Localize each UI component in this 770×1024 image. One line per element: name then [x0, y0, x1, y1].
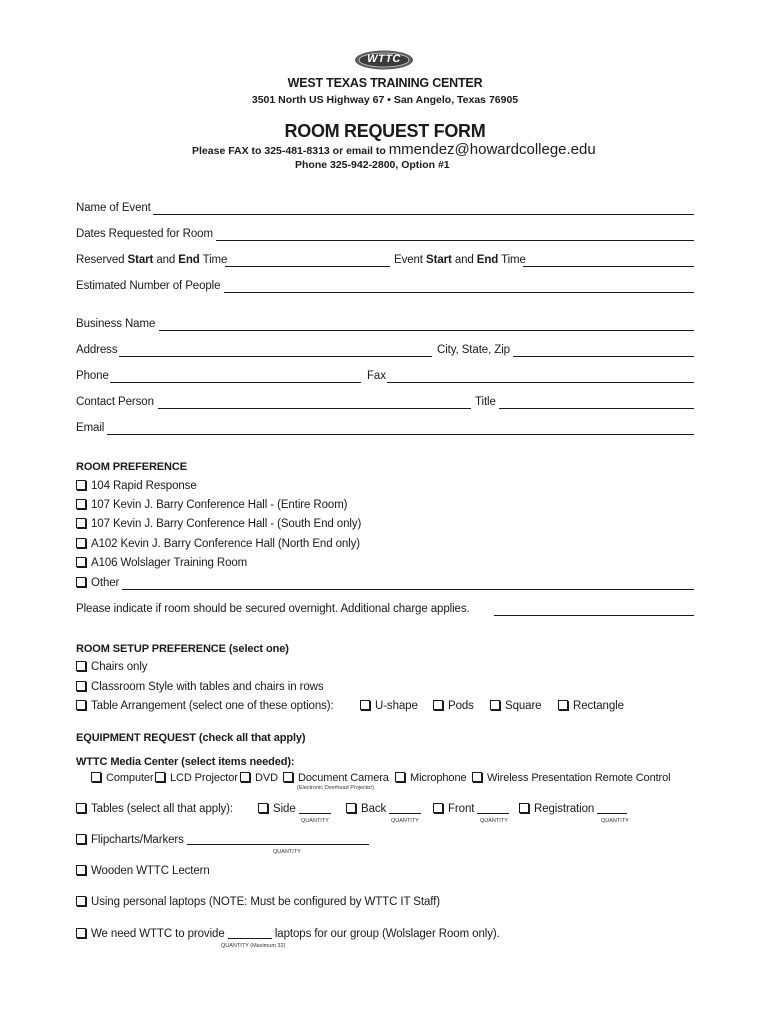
doc-camera-note: (Electronic Overhead Projector) [297, 785, 375, 791]
event-and-word: and [451, 254, 477, 266]
lectern-row[interactable] [76, 865, 210, 877]
checkbox-icon[interactable] [76, 681, 86, 691]
checkbox-icon[interactable] [76, 499, 86, 509]
event-time-word: Time [498, 254, 526, 266]
arrangement-label: Square [505, 700, 542, 712]
flipcharts-label: Flipcharts/Markers [91, 834, 184, 846]
table-position-label: Side [273, 803, 296, 815]
end-word: End [178, 254, 200, 266]
field-city-state-zip[interactable] [513, 356, 694, 357]
field-dates-requested[interactable] [216, 240, 694, 241]
setup-label: Classroom Style with tables and chairs in rows [91, 681, 324, 693]
flipcharts-quantity-label: QUANTITY [273, 849, 301, 855]
label-city-state-zip: City, State, Zip [437, 344, 510, 356]
front-quantity-label: QUANTITY [480, 818, 508, 824]
table-position-label: Registration [534, 803, 595, 815]
checkbox-icon[interactable] [76, 577, 86, 587]
table-position-label: Front [448, 803, 475, 815]
label-business-name: Business Name [76, 318, 156, 330]
checkbox-icon[interactable] [76, 518, 86, 528]
event-end-word: End [476, 254, 499, 266]
flipcharts-quantity-field[interactable] [187, 844, 369, 845]
checkbox-icon[interactable] [76, 480, 86, 490]
label-address: Address [76, 344, 118, 356]
room-option-a102[interactable] [76, 538, 360, 550]
arrangement-pods[interactable] [433, 700, 474, 712]
field-contact-person[interactable] [158, 408, 471, 409]
laptops-label: Using personal laptops (NOTE: Must be configured by WTTC IT Staff) [91, 896, 440, 908]
media-computer[interactable] [91, 772, 154, 784]
arrangement-rectangle[interactable] [558, 700, 624, 712]
setup-chairs-only[interactable] [76, 661, 147, 673]
checkbox-icon[interactable] [346, 803, 356, 813]
label-name-of-event: Name of Event [76, 202, 151, 214]
front-quantity-field[interactable] [477, 813, 509, 814]
checkbox-icon[interactable] [91, 772, 101, 782]
side-quantity-label: QUANTITY [301, 818, 329, 824]
media-label: Document Camera [298, 772, 389, 784]
checkbox-icon[interactable] [395, 772, 405, 782]
room-option-label: 104 Rapid Response [91, 480, 197, 492]
media-wireless-remote[interactable] [472, 772, 670, 784]
org-address: 3501 North US Highway 67 • San Angelo, Texas 76905 [251, 94, 519, 106]
provide-laptops-row[interactable] [76, 928, 500, 940]
and-word: and [153, 254, 179, 266]
wttc-logo [354, 50, 414, 70]
setup-label: Chairs only [91, 661, 148, 673]
checkbox-icon[interactable] [258, 803, 268, 813]
back-quantity-field[interactable] [389, 813, 421, 814]
checkbox-icon[interactable] [76, 865, 86, 875]
room-option-label: A106 Wolslager Training Room [91, 557, 248, 569]
label-estimated-number: Estimated Number of People [76, 280, 221, 292]
media-heading: WTTC Media Center (select items needed): [76, 756, 295, 768]
table-back[interactable] [346, 803, 421, 815]
form-title: ROOM REQUEST FORM [284, 121, 486, 141]
room-option-label: Other [91, 577, 120, 589]
laptops-row[interactable] [76, 896, 440, 908]
lectern-label: Wooden WTTC Lectern [91, 865, 210, 877]
setup-heading: ROOM SETUP PREFERENCE (select one) [76, 643, 289, 655]
side-quantity-field[interactable] [299, 813, 331, 814]
field-event-time[interactable] [523, 266, 694, 267]
setup-label: Table Arrangement (select one of these options): [91, 700, 334, 712]
fax-email-line [192, 141, 596, 159]
arrangement-u-shape[interactable] [360, 700, 418, 712]
setup-table-arrangement[interactable] [76, 700, 334, 712]
checkbox-icon[interactable] [558, 700, 568, 710]
media-lcd-projector[interactable] [155, 772, 238, 784]
checkbox-icon[interactable] [76, 700, 86, 710]
phone-line: Phone 325-942-2800, Option #1 [295, 159, 450, 171]
field-room-other[interactable] [122, 589, 694, 590]
checkbox-icon[interactable] [76, 557, 86, 567]
field-title[interactable] [499, 408, 694, 409]
room-preference-heading: ROOM PREFERENCE [76, 461, 187, 473]
label-title: Title [475, 396, 496, 408]
checkbox-icon[interactable] [76, 896, 86, 906]
table-position-label: Back [361, 803, 387, 815]
checkbox-icon[interactable] [283, 772, 293, 782]
room-option-107-south[interactable] [76, 518, 361, 530]
room-option-104[interactable] [76, 480, 197, 492]
provide-quantity-note: QUANTITY (Maximum 32) [221, 943, 286, 949]
label-reserved-time [76, 254, 227, 266]
field-overnight[interactable] [494, 615, 694, 616]
field-business-name[interactable] [159, 330, 694, 331]
tables-label: Tables (select all that apply): [91, 803, 233, 815]
provide-suffix: laptops for our group (Wolslager Room only). [274, 928, 500, 940]
registration-quantity-field[interactable] [597, 813, 627, 814]
logo-text: WTTC [367, 53, 401, 65]
field-name-of-event[interactable] [153, 214, 694, 215]
label-dates-requested: Dates Requested for Room [76, 228, 213, 240]
arrangement-label: Pods [448, 700, 474, 712]
fax-text: Please FAX to 325-481-8313 or email to [192, 145, 389, 157]
field-estimated-number[interactable] [224, 292, 694, 293]
label-contact-person: Contact Person [76, 396, 154, 408]
contact-email: mmendez@howardcollege.edu [388, 141, 596, 158]
arrangement-label: U-shape [375, 700, 418, 712]
checkbox-icon[interactable] [155, 772, 165, 782]
equipment-heading: EQUIPMENT REQUEST (check all that apply) [76, 732, 306, 744]
table-front[interactable] [433, 803, 509, 815]
field-fax[interactable] [387, 382, 694, 383]
table-registration[interactable] [519, 803, 627, 815]
label-fax: Fax [367, 370, 386, 382]
tables-row[interactable] [76, 803, 233, 815]
start-word: Start [127, 254, 154, 266]
media-dvd[interactable] [240, 772, 278, 784]
checkbox-icon[interactable] [433, 700, 443, 710]
time-word: Time [199, 254, 228, 266]
arrangement-label: Rectangle [573, 700, 624, 712]
checkbox-icon[interactable] [472, 772, 482, 782]
media-label: Wireless Presentation Remote Control [487, 772, 671, 784]
label-event-time [394, 254, 526, 266]
setup-classroom[interactable] [76, 681, 324, 693]
reserved-prefix: Reserved [76, 254, 128, 266]
media-label: DVD [255, 772, 278, 784]
media-microphone[interactable] [395, 772, 466, 784]
media-label: LCD Projector [170, 772, 238, 784]
checkbox-icon[interactable] [76, 803, 86, 813]
field-address[interactable] [119, 356, 432, 357]
overnight-note: Please indicate if room should be secured overnight. Additional charge applies. [76, 603, 470, 615]
room-option-label: A102 Kevin J. Barry Conference Hall (North End only) [91, 538, 361, 550]
checkbox-icon[interactable] [240, 772, 250, 782]
checkbox-icon[interactable] [490, 700, 500, 710]
checkbox-icon[interactable] [360, 700, 370, 710]
checkbox-icon[interactable] [76, 834, 86, 844]
checkbox-icon[interactable] [76, 661, 86, 671]
room-option-label: 107 Kevin J. Barry Conference Hall - (South End only) [91, 518, 362, 530]
media-label: Computer [106, 772, 154, 784]
media-document-camera[interactable] [283, 772, 389, 784]
room-option-other[interactable] [76, 577, 119, 589]
label-phone: Phone [76, 370, 109, 382]
room-option-label: 107 Kevin J. Barry Conference Hall - (Entire Room) [91, 499, 348, 511]
label-email: Email [76, 422, 105, 434]
provide-prefix: We need WTTC to provide [91, 928, 225, 940]
field-phone[interactable] [110, 382, 361, 383]
registration-quantity-label: QUANTITY [601, 818, 629, 824]
event-prefix: Event [394, 254, 427, 266]
room-option-107-entire[interactable] [76, 499, 347, 511]
flipcharts-row[interactable] [76, 834, 369, 846]
laptop-quantity-field[interactable] [228, 938, 272, 939]
checkbox-icon[interactable] [76, 928, 86, 938]
checkbox-icon[interactable] [433, 803, 443, 813]
event-start-word: Start [426, 254, 452, 266]
field-email[interactable] [107, 434, 694, 435]
checkbox-icon[interactable] [76, 538, 86, 548]
org-name: WEST TEXAS TRAINING CENTER [287, 76, 483, 90]
arrangement-square[interactable] [490, 700, 541, 712]
back-quantity-label: QUANTITY [391, 818, 419, 824]
table-side[interactable] [258, 803, 331, 815]
media-label: Microphone [410, 772, 467, 784]
field-reserved-time[interactable] [225, 266, 390, 267]
room-option-a106[interactable] [76, 557, 247, 569]
checkbox-icon[interactable] [519, 803, 529, 813]
